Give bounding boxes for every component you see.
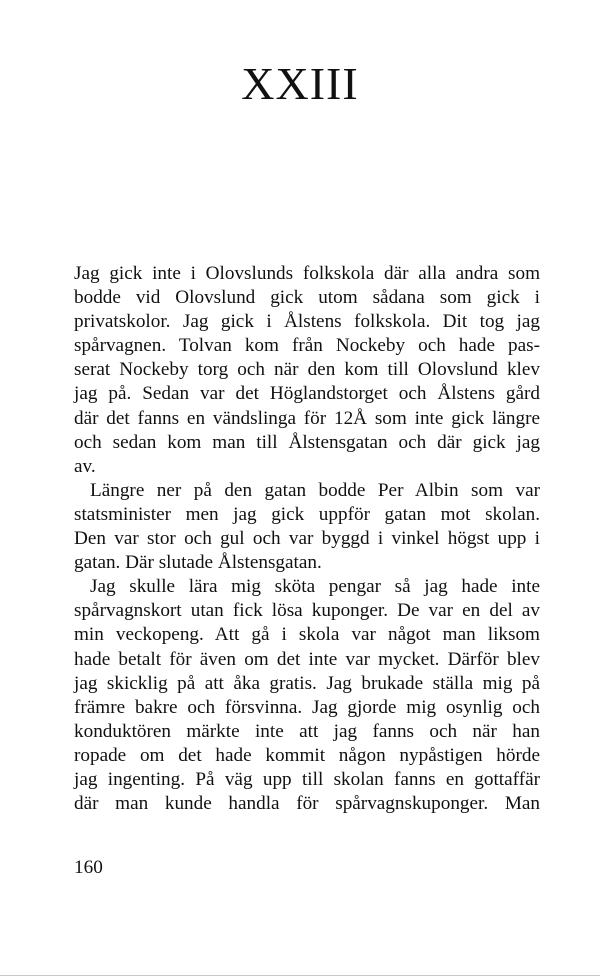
text-line: Den var stor och gul och var byggd i vinkel högst upp i: [74, 528, 540, 550]
text-line: hade betalt för även om det inte var mycket. Därför blev: [74, 648, 540, 670]
text-line: bodde vid Olovslund gick utom sådana som gick i: [74, 287, 540, 309]
text-line: jag på. Sedan var det Höglandstorget och Ålstens gård: [74, 383, 540, 405]
text-line: ropade om det hade kommit någon nypåstigen hörde: [74, 744, 540, 766]
text-line: spårvagnskort utan fick lösa kuponger. De var en del av: [74, 600, 540, 622]
text-line: jag skicklig på att åka gratis. Jag brukade ställa mig på: [74, 672, 540, 694]
text-line: spårvagnen. Tolvan kom från Nockeby och hade pas-: [74, 335, 540, 357]
text-line: Jag skulle lära mig sköta pengar så jag hade inte: [90, 576, 540, 598]
text-line: av.: [74, 455, 96, 477]
paragraph-1: [74, 262, 540, 479]
paragraph-3: [74, 575, 540, 816]
text-line: gatan. Där slutade Ålstensgatan.: [74, 552, 322, 574]
text-line: konduktören märkte inte att jag fanns och när han: [74, 720, 540, 742]
text-line: Jag gick inte i Olovslunds folkskola där alla andra som: [74, 263, 540, 284]
page-number: 160: [74, 857, 103, 878]
text-line: och sedan kom man till Ålstensgatan och där gick jag: [74, 431, 540, 453]
text-line: där man kunde handla för spårvagnskuponger. Man: [74, 793, 540, 815]
text-line: min veckopeng. Att gå i skola var något man liksom: [74, 624, 540, 646]
text-line: jag ingenting. På väg upp till skolan fanns en gottaffär: [74, 768, 540, 790]
paragraph-2: [74, 479, 540, 575]
text-line: statsminister men jag gick uppför gatan mot skolan.: [74, 503, 540, 525]
text-line: privatskolor. Jag gick i Ålstens folkskola. Dit tog jag: [74, 311, 540, 333]
body-text: [74, 262, 540, 816]
text-line: där det fanns en vändslinga för 12Å som inte gick längre: [74, 407, 540, 429]
page-edge-divider: [0, 975, 600, 976]
text-line: främre bakre och försvinna. Jag gjorde mig osynlig och: [74, 696, 540, 718]
text-line: Längre ner på den gatan bodde Per Albin som var: [90, 479, 540, 501]
text-line: serat Nockeby torg och när den kom till Olovslund klev: [74, 359, 540, 381]
chapter-title: XXIII: [241, 58, 359, 109]
